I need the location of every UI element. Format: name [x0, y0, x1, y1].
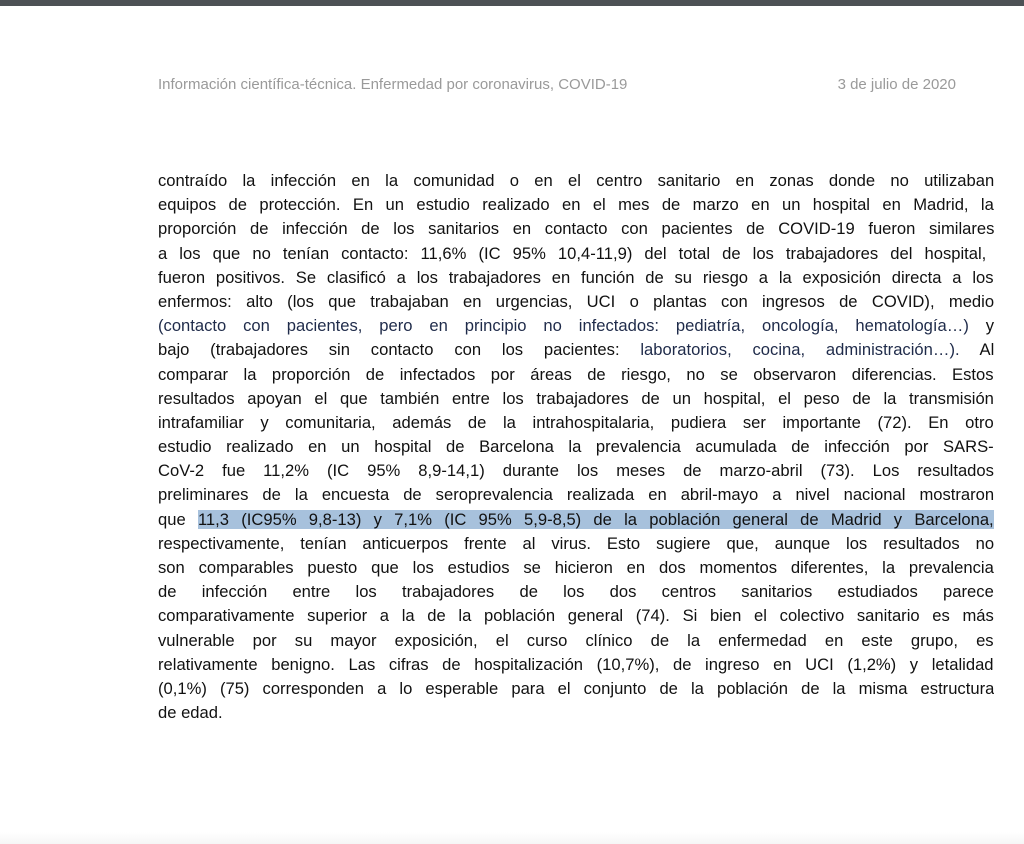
selected-text-highlight[interactable]: 11,3 (IC95% 9,8-13) y 7,1% (IC 95% 5,9-8,5) de la población general de Madrid y Barcelona,	[197, 509, 994, 529]
body-paragraph[interactable]	[158, 169, 994, 725]
text-line: de infección entre los trabajadores de los dos centros sanitarios estudiados parece	[158, 582, 994, 602]
text-segment: bajo (trabajadores sin contacto con los pacientes:	[158, 340, 641, 360]
page-bottom-edge	[0, 832, 1024, 844]
header-date: 3 de julio de 2020	[837, 76, 956, 93]
text-line: vulnerable por su mayor exposición, el curso clínico de la enfermedad en este grupo, es	[158, 630, 994, 650]
text-line: resultados apoyan el que también entre los trabajadores de un hospital, el peso de la transmisión	[158, 388, 994, 408]
text-line: respectivamente, tenían anticuerpos frente al virus. Esto sugiere que, aunque los resultados no	[158, 533, 994, 553]
header-title: Información científica-técnica. Enfermedad por coronavirus, COVID-19	[158, 76, 628, 93]
text-line: de edad.	[158, 703, 223, 723]
text-line: proporción de infección de los sanitarios en contacto con pacientes de COVID-19 fueron similares	[158, 219, 994, 239]
text-line: preliminares de la encuesta de seroprevalencia realizada en abril-mayo a nivel nacional mostraron	[158, 485, 994, 505]
text-line: relativamente benigno. Las cifras de hospitalización (10,7%), de ingreso en UCI (1,2%) y letalidad	[158, 654, 994, 674]
text-line: (0,1%) (75) corresponden a lo esperable para el conjunto de la población de la misma estructura	[158, 678, 994, 698]
text-segment: (contacto con pacientes, pero en principio no infectados: pediatría, oncología, hematología…)	[158, 316, 969, 336]
text-line: enfermos: alto (los que trabajaban en urgencias, UCI o plantas con ingresos de COVID), medio	[158, 291, 994, 311]
text-line: comparativamente superior a la de la población general (74). Si bien el colectivo sanitario es más	[158, 606, 994, 626]
text-segment: laboratorios, cocina, administración…).	[640, 340, 960, 360]
text-line: CoV-2 fue 11,2% (IC 95% 8,9-14,1) durante los meses de marzo-abril (73). Los resultados	[158, 461, 994, 481]
text-line: son comparables puesto que los estudios se hicieron en dos momentos diferentes, la prevalencia	[158, 558, 994, 577]
text-segment: que	[158, 509, 186, 529]
text-line	[158, 314, 994, 338]
text-line: estudio realizado en un hospital de Barcelona la prevalencia acumulada de infección por SARS-	[158, 437, 994, 457]
text-line: comparar la proporción de infectados por áreas de riesgo, no se observaron diferencias. Estos	[158, 364, 994, 384]
window-top-bar	[0, 0, 1024, 6]
text-line: contraído la infección en la comunidad o en el centro sanitario en zonas donde no utilizaban	[158, 171, 994, 190]
text-line: equipos de protección. En un estudio realizado en el mes de marzo en un hospital en Madrid, la	[158, 195, 994, 215]
text-line: a los que no tenían contacto: 11,6% (IC 95% 10,4-11,9) del total de los trabajadores del hospital,	[158, 243, 987, 263]
text-line: intrafamiliar y comunitaria, además de la intrahospitalaria, pudiera ser importante (72). En otro	[158, 412, 994, 432]
text-line: fueron positivos. Se clasificó a los trabajadores en función de su riesgo a la exposición directa a los	[158, 267, 994, 287]
text-segment: y	[968, 316, 994, 336]
text-segment: Al	[959, 340, 994, 360]
text-line	[158, 508, 994, 532]
page-header	[158, 76, 956, 98]
text-line	[158, 338, 994, 362]
